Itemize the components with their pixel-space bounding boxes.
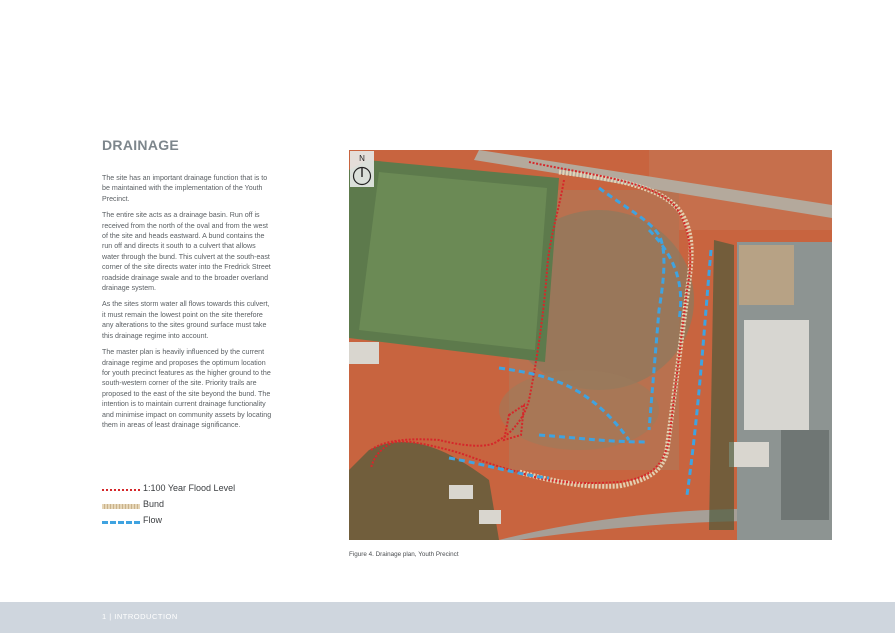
aerial-map-image bbox=[349, 150, 832, 540]
footer-section-label: 1 | INTRODUCTION bbox=[102, 612, 178, 621]
page-footer bbox=[0, 602, 895, 633]
paragraph-4: The master plan is heavily influenced by the current drainage regime and proposes the optimum location for youth precinct features as the higher ground to the south-western corner of the site. Priority trails are proposed to the east of the site beyond the bund. The intention is to maintain current drainage functionality and minimise impact on community assets by locating them in areas of least drainage significance. bbox=[102, 348, 272, 429]
legend-flood-label: 1:100 Year Flood Level bbox=[143, 483, 236, 493]
body-text bbox=[102, 173, 274, 436]
legend-flow-label: Flow bbox=[143, 515, 163, 525]
paragraph-2: The entire site acts as a drainage basin. Run off is received from the north of the oval and from the west of the site and heads eastward. A bund contains the run off and directs it south to a culvert that allows water through the bund. This culvert at the south-east corner of the site directs water into the Fredrick Street roadside drainage swale and to the broader overland drainage system. bbox=[102, 211, 271, 293]
north-arrow bbox=[350, 151, 374, 187]
legend-bund-label: Bund bbox=[143, 499, 165, 509]
drainage-aerial-map bbox=[349, 150, 832, 540]
compass-icon bbox=[352, 166, 372, 186]
bund-line-icon bbox=[102, 504, 140, 509]
paragraph-1: The site has an important drainage function that is to be maintained with the implementation of the Youth Precinct. bbox=[102, 174, 268, 203]
flow-line-icon bbox=[102, 521, 140, 524]
page-title: DRAINAGE bbox=[102, 137, 180, 153]
paragraph-3: As the sites storm water all flows towards this culvert, it must remain the lowest point on the site therefore any alterations to the sites ground surface must take this drainage regime into account. bbox=[102, 300, 270, 340]
figure-caption: Figure 4. Drainage plan, Youth Precinct bbox=[349, 551, 459, 558]
north-label: N bbox=[359, 154, 365, 163]
flood-line-icon bbox=[102, 489, 140, 491]
